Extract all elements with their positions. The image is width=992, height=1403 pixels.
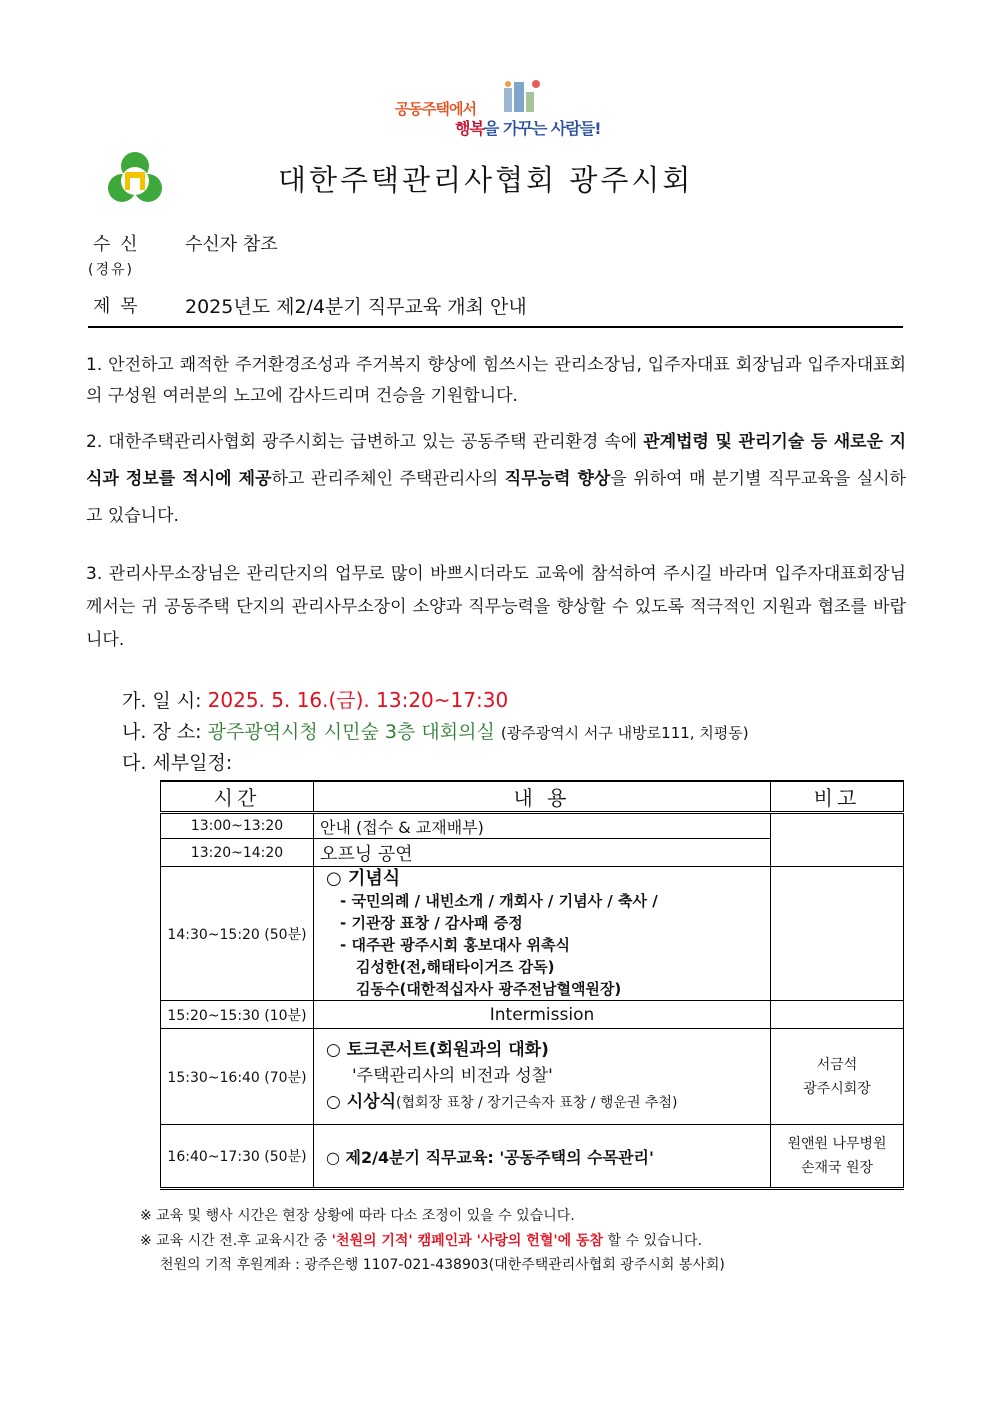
row-note bbox=[771, 813, 904, 867]
table-row bbox=[161, 1029, 904, 1125]
ceremony-line: - 국민의례 / 내빈소개 / 개회사 / 기념사 / 축사 / bbox=[340, 891, 658, 910]
date-label: 가. 일 시: bbox=[122, 690, 202, 712]
date-row bbox=[122, 684, 508, 713]
place-row bbox=[122, 717, 749, 744]
row-content: 안내 (접수 & 교재배부) bbox=[314, 813, 771, 839]
table-header-row bbox=[161, 781, 904, 813]
row-note: 원앤원 나무병원 손재국 원장 bbox=[771, 1125, 904, 1189]
subject-label: 제 목 bbox=[93, 296, 140, 317]
header-note: 비고 bbox=[771, 781, 904, 813]
table-row bbox=[161, 1125, 904, 1189]
row-content: 오프닝 공연 bbox=[314, 839, 771, 867]
header-content: 내 용 bbox=[314, 781, 771, 813]
talk-subtitle: '주택관리사의 비전과 성찰' bbox=[352, 1066, 553, 1086]
award-line: ○ 시상식(협회장 표창 / 장기근속자 표창 / 행운권 추첨) bbox=[326, 1092, 678, 1112]
row-note bbox=[771, 867, 904, 1001]
header-time: 시간 bbox=[161, 781, 314, 813]
divider bbox=[88, 326, 903, 328]
donation-account: 천원의 기적 후원계좌 : 광주은행 1107-021-438903(대한주택관리사협회 광주시회 봉사회) bbox=[160, 1257, 725, 1273]
via-label: (경유) bbox=[88, 262, 134, 278]
place-label: 나. 장 소: bbox=[122, 721, 202, 743]
slogan-line-2: 행복을 가꾸는 사람들! bbox=[455, 119, 601, 138]
row-time: 14:30~15:20 (50분) bbox=[161, 867, 314, 1001]
row-content bbox=[314, 867, 771, 1001]
row-time: 13:20~14:20 bbox=[161, 839, 314, 867]
row-time: 16:40~17:30 (50분) bbox=[161, 1125, 314, 1189]
ceremony-line: - 기관장 표창 / 감사패 증정 bbox=[340, 913, 523, 932]
row-note: 서금석 광주시회장 bbox=[771, 1029, 904, 1125]
slogan-graphic bbox=[500, 78, 540, 114]
slogan-line-1: 공동주택에서 bbox=[395, 100, 476, 118]
row-note bbox=[771, 1001, 904, 1029]
org-title: 대한주택관리사협회 광주시회 bbox=[278, 163, 694, 197]
schedule-table bbox=[160, 780, 904, 1190]
place-address: (광주광역시 서구 내방로111, 치평동) bbox=[500, 724, 749, 742]
table-row bbox=[161, 1001, 904, 1029]
row-time: 15:20~15:30 (10분) bbox=[161, 1001, 314, 1029]
row-time: 15:30~16:40 (70분) bbox=[161, 1029, 314, 1125]
subject-value: 2025년도 제2/4분기 직무교육 개최 안내 bbox=[185, 296, 527, 318]
row-time: 13:00~13:20 bbox=[161, 813, 314, 839]
ceremony-line: 김동수(대한적십자사 광주전남혈액원장) bbox=[356, 979, 622, 998]
paragraph-1: 1. 안전하고 쾌적한 주거환경조성과 주거복지 향상에 힘쓰시는 관리소장님, 입주자대표 회장님과 입주자대표회의 구성원 여러분의 노고에 감사드리며 건승을 기원합니다. bbox=[86, 355, 906, 406]
talk-concert: ○ 토크콘서트(회원과의 대화) bbox=[326, 1040, 549, 1060]
row-content bbox=[314, 1029, 771, 1125]
place-value: 광주광역시청 시민숲 3층 대회의실 bbox=[207, 721, 495, 743]
paragraph-2: 2. 대한주택관리사협회 광주시회는 급변하고 있는 공동주택 관리환경 속에 관계법령 및 관리기술 등 새로운 지식과 정보를 적시에 제공하고 관리주체인 주택관리사의 직무능력 향상을 위하여 매 분기별 직무교육을 실시하고 있습니다. bbox=[86, 432, 907, 526]
row-content: ○ 제2/4분기 직무교육: '공동주택의 수목관리' bbox=[314, 1125, 771, 1189]
row-content: Intermission bbox=[314, 1001, 771, 1029]
paragraph-3: 3. 관리사무소장님은 관리단지의 업무로 많이 바쁘시더라도 교육에 참석하여 주시길 바라며 입주자대표회장님께서는 귀 공동주택 단지의 관리사무소장이 소양과 직무능력을 향상할 수 있도록 적극적인 지원과 협조를 바랍니다. bbox=[86, 564, 906, 650]
recipient-value: 수신자 참조 bbox=[185, 234, 278, 255]
org-logo-icon bbox=[106, 150, 164, 206]
ceremony-line: - 대주관 광주시회 홍보대사 위촉식 bbox=[340, 935, 570, 954]
footnote-2: ※ 교육 시간 전.후 교육시간 중 '천원의 기적' 캠페인과 '사랑의 헌혈'에 동참 할 수 있습니다. bbox=[140, 1233, 703, 1249]
date-value: 2025. 5. 16.(금). 13:20~17:30 bbox=[207, 688, 509, 712]
recipient-label: 수 신 bbox=[93, 234, 140, 255]
table-row bbox=[161, 813, 904, 839]
ceremony-title: ○ 기념식 bbox=[326, 867, 401, 889]
table-row bbox=[161, 867, 904, 1001]
footnote-1: ※ 교육 및 행사 시간은 현장 상황에 따라 다소 조정이 있을 수 있습니다. bbox=[140, 1208, 575, 1224]
ceremony-line: 김성한(전,해태타이거즈 감독) bbox=[356, 957, 555, 976]
schedule-label: 다. 세부일정: bbox=[122, 752, 233, 774]
